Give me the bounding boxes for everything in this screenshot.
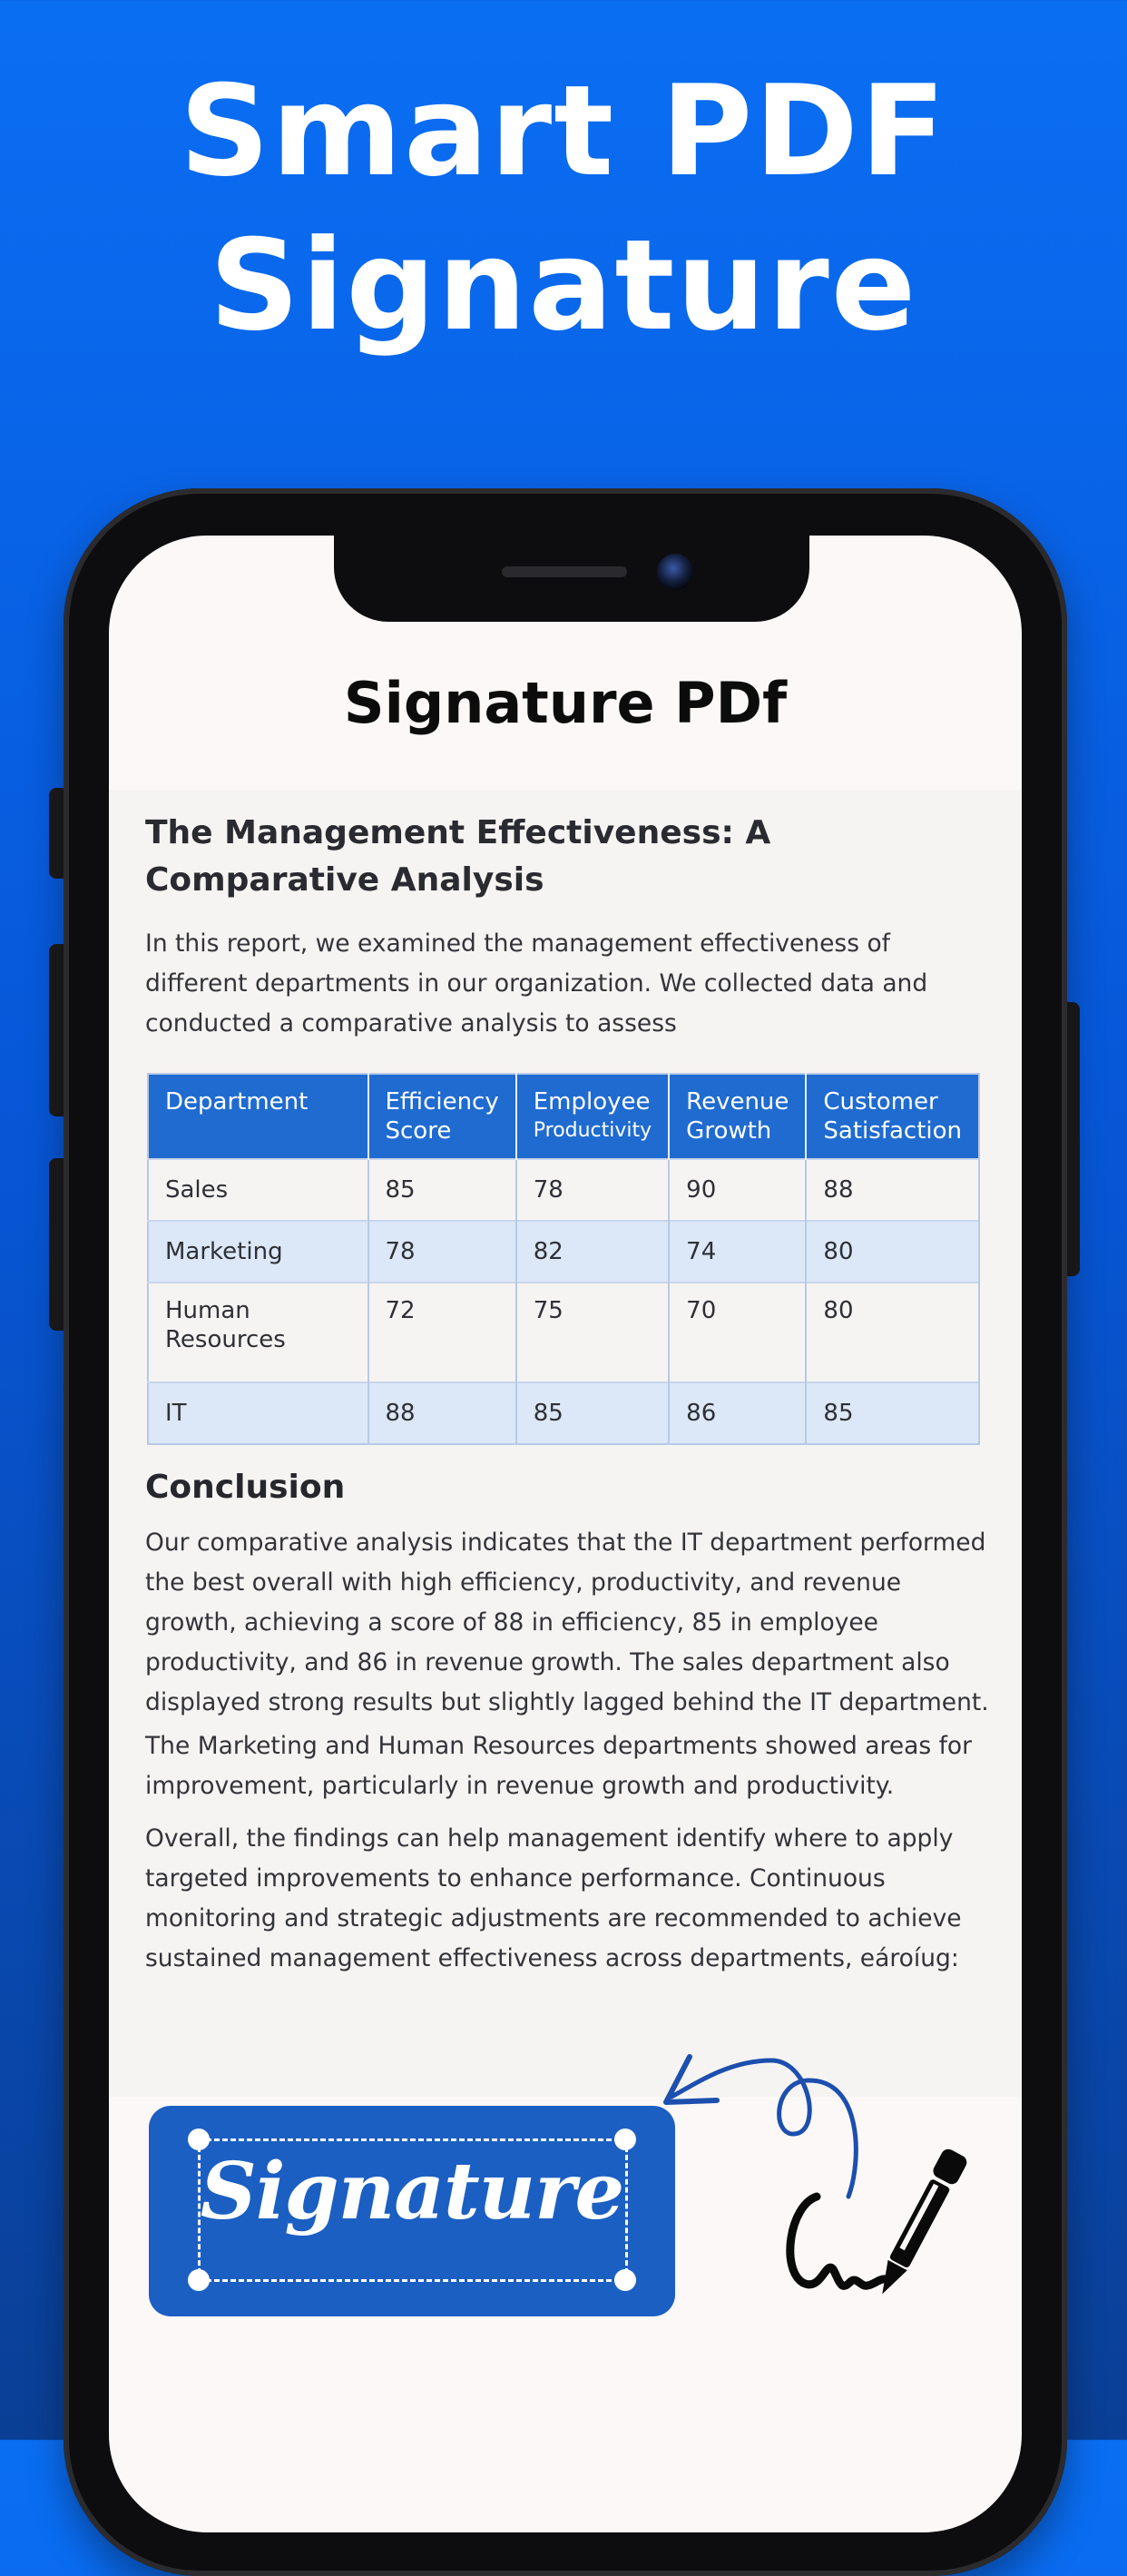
table-cell: IT <box>148 1382 368 1444</box>
table-header-cell: Employee Productivity <box>516 1074 669 1159</box>
table-cell: 75 <box>516 1283 669 1382</box>
table-cell: 70 <box>669 1283 806 1382</box>
hero-title <box>0 54 1127 363</box>
table-cell: 80 <box>806 1221 979 1283</box>
hero-title-line2: Signature <box>209 212 918 359</box>
table-cell: Human Resources <box>148 1283 368 1382</box>
table-header-cell: Customer Satisfaction <box>806 1074 979 1159</box>
comparison-table <box>147 1073 980 1445</box>
table-cell: 88 <box>368 1382 516 1444</box>
pdf-document[interactable] <box>109 790 1022 2097</box>
resize-handle-bottom-right[interactable] <box>614 2269 636 2291</box>
table-cell: 78 <box>516 1159 669 1221</box>
table-cell: 90 <box>669 1159 806 1221</box>
table-cell: 74 <box>669 1221 806 1283</box>
table-header-cell: Revenue Growth <box>669 1074 806 1159</box>
conclusion-paragraph: The Marketing and Human Resources departments showed areas for improvement, particularly in revenue growth and productivity. <box>145 1732 973 1800</box>
table-cell: 80 <box>806 1283 979 1382</box>
table-header-cell: Department <box>148 1074 368 1159</box>
table-cell: 85 <box>516 1382 669 1444</box>
table-header-cell: Efficiency Score <box>368 1074 516 1159</box>
conclusion-paragraph: Overall, the findings can help management identify where to apply targeted improvements to enhance performance. Continuous monitoring and strategic adjustments are recommended to achieve sustained management effectiveness across departments, eároíug: <box>145 1824 962 1972</box>
table-cell: Sales <box>148 1159 368 1221</box>
table-cell: Marketing <box>148 1221 368 1283</box>
table-cell: 78 <box>368 1221 516 1283</box>
document-intro: In this report, we examined the management effectiveness of different departments in our organization. We collected data and conducted a comparative analysis to assess <box>145 929 928 1037</box>
table-row <box>148 1159 979 1221</box>
conclusion-heading: Conclusion <box>145 1469 346 1506</box>
resize-handle-bottom-left[interactable] <box>188 2269 210 2291</box>
table-row <box>148 1382 979 1444</box>
document-title: The Management Effectiveness: A Comparative Analysis <box>145 814 771 899</box>
table-cell: 72 <box>368 1283 516 1382</box>
speaker-grille <box>502 566 627 577</box>
table-header-row <box>148 1074 979 1159</box>
table-cell: 86 <box>669 1382 806 1444</box>
table-row <box>148 1283 979 1382</box>
app-title: Signature PDf <box>343 670 788 736</box>
conclusion-paragraph: Our comparative analysis indicates that the IT department performed the best overall with high efficiency, productivity, and revenue growth, achieving a score of 88 in efficiency, 85 in employee productivity, and 86 in revenue growth. The sales department also displayed strong results but slightly lagged behind the IT department. <box>145 1529 989 1716</box>
front-camera <box>657 554 693 590</box>
table-cell: 85 <box>368 1159 516 1221</box>
pen-signature-icon <box>762 2133 971 2333</box>
table-cell: 82 <box>516 1221 669 1283</box>
signature-box[interactable] <box>149 2106 675 2316</box>
hero-title-line1: Smart PDF <box>179 58 948 204</box>
phone-screen <box>109 536 1022 2532</box>
table-cell: 85 <box>806 1382 979 1444</box>
table-row <box>148 1221 979 1283</box>
signature-text: Signature <box>200 2146 624 2237</box>
table-cell: 88 <box>806 1159 979 1221</box>
